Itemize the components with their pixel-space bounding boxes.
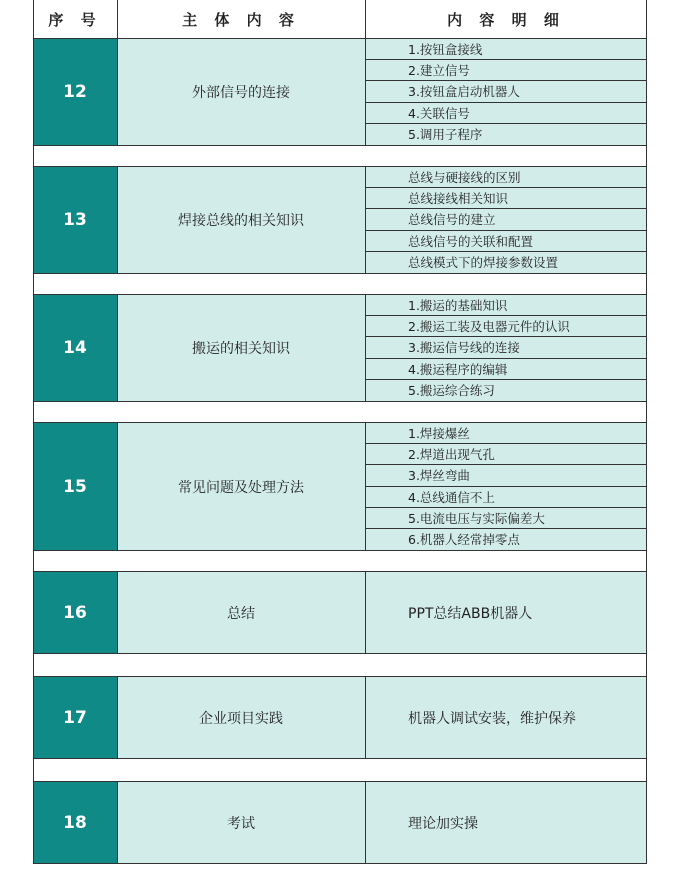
curriculum-table — [33, 0, 647, 864]
detail-item: 1.焊接爆丝 — [365, 423, 647, 444]
row-details — [365, 677, 647, 758]
row-number: 12 — [33, 39, 117, 145]
detail-item: 总线模式下的焊接参数设置 — [408, 254, 559, 270]
divider — [117, 782, 118, 864]
divider — [117, 295, 118, 401]
divider — [365, 782, 366, 864]
row-details — [365, 39, 647, 145]
divider — [33, 166, 647, 167]
table-row — [33, 39, 647, 145]
table-row — [33, 677, 647, 758]
divider — [365, 0, 366, 39]
row-number: 15 — [33, 423, 117, 550]
divider — [117, 0, 118, 39]
header-main-content: 主 体 内 容 — [117, 0, 365, 38]
row-details — [365, 167, 647, 273]
row-number: 14 — [33, 295, 117, 401]
detail-item: 6.机器人经常掉零点 — [408, 532, 520, 547]
detail-item: 2.搬运工装及电器元件的认识 — [365, 316, 647, 337]
detail-item: 4.总线通信不上 — [365, 487, 647, 508]
detail-item: 总线信号的建立 — [365, 209, 647, 230]
detail-item: 2.焊道出现气孔 — [365, 444, 647, 465]
detail-item: 3.搬运信号线的连接 — [365, 337, 647, 358]
detail-item: 2.建立信号 — [365, 60, 647, 81]
detail-item: 4.关联信号 — [365, 103, 647, 124]
detail-item: 总线接线相关知识 — [365, 188, 647, 209]
detail-item: 3.焊丝弯曲 — [365, 465, 647, 486]
detail-item: 理论加实操 — [408, 816, 478, 832]
divider — [33, 401, 647, 402]
row-topic: 企业项目实践 — [117, 677, 365, 758]
row-topic: 考试 — [117, 782, 365, 864]
detail-item: 5.搬运综合练习 — [408, 382, 495, 398]
row-number: 18 — [33, 782, 117, 864]
divider — [646, 0, 647, 864]
divider — [33, 273, 647, 274]
header-number: 序 号 — [33, 0, 117, 38]
divider — [365, 677, 366, 758]
divider — [117, 423, 118, 550]
row-details — [365, 423, 647, 550]
divider — [33, 863, 647, 864]
detail-item: 总线信号的关联和配置 — [365, 231, 647, 252]
row-number: 13 — [33, 167, 117, 273]
divider — [33, 294, 647, 295]
divider — [33, 571, 647, 572]
divider — [33, 676, 647, 677]
row-topic: 外部信号的连接 — [117, 39, 365, 145]
row-details — [365, 295, 647, 401]
divider — [365, 572, 366, 653]
detail-item: 3.按钮盒启动机器人 — [365, 81, 647, 102]
divider — [33, 758, 647, 759]
row-number: 17 — [33, 677, 117, 758]
detail-item: 机器人调试安装，维护保养 — [408, 710, 576, 727]
row-details — [365, 572, 647, 653]
detail-item: 4.搬运程序的编辑 — [365, 359, 647, 380]
divider — [33, 653, 647, 654]
divider — [117, 677, 118, 758]
table-row — [33, 782, 647, 864]
divider — [33, 781, 647, 782]
divider — [33, 38, 647, 39]
table-row — [33, 423, 647, 550]
divider — [33, 422, 647, 423]
divider — [365, 295, 366, 401]
table-row — [33, 167, 647, 273]
divider — [33, 550, 647, 551]
divider — [117, 572, 118, 653]
divider — [365, 167, 366, 273]
detail-item: 5.电流电压与实际偏差大 — [365, 508, 647, 529]
divider — [117, 167, 118, 273]
detail-item: 1.按钮盒接线 — [365, 39, 647, 60]
divider — [365, 423, 366, 550]
row-topic: 总结 — [117, 572, 365, 653]
header-content-detail: 内 容 明 细 — [365, 0, 647, 38]
detail-item: 总线与硬接线的区别 — [365, 167, 647, 188]
row-topic: 焊接总线的相关知识 — [117, 167, 365, 273]
detail-item: 1.搬运的基础知识 — [365, 295, 647, 316]
row-number: 16 — [33, 572, 117, 653]
table-row — [33, 295, 647, 401]
divider — [33, 0, 34, 864]
row-details — [365, 782, 647, 864]
row-topic: 常见问题及处理方法 — [117, 423, 365, 550]
table-row — [33, 572, 647, 653]
detail-item: 5.调用子程序 — [408, 126, 483, 142]
divider — [365, 39, 366, 145]
row-topic: 搬运的相关知识 — [117, 295, 365, 401]
detail-item: PPT总结ABB机器人 — [408, 605, 533, 622]
divider — [117, 39, 118, 145]
divider — [33, 145, 647, 146]
